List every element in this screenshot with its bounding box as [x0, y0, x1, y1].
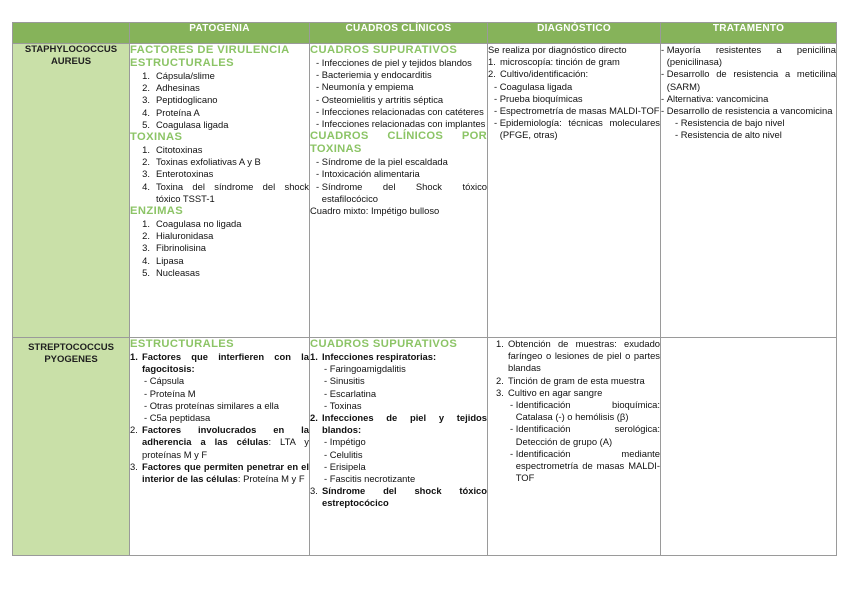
list-item: Peptidoglicano	[156, 94, 218, 106]
list-item: Celulitis	[329, 448, 363, 460]
list-item: Fibrinolisina	[156, 242, 207, 254]
list-item: Coagulasa ligada	[156, 118, 229, 130]
list-item: Infecciones relacionadas con catéteres	[321, 105, 484, 117]
list-item: Resistencia de bajo nivel	[680, 117, 785, 129]
list-item: Infecciones de piel y tejidos blandos:	[322, 412, 487, 436]
list-item: C5a peptidasa	[149, 412, 211, 424]
staph-diagnostico-cell: Se realiza por diagnóstico directo 1. microscopía: tinción de gram 2. Cultivo/identificación: - Coagulasa ligada - Prueba bioquímicas - Espectrometría de masas MALDI-TOF - Epidemiología: técnicas moleculares (PFGE, otras)	[488, 44, 661, 338]
list-item: Coagulasa ligada	[499, 80, 573, 92]
list-item: Cultivo en agar sangre	[508, 386, 603, 398]
list-item: Identificación mediante espectrometría de masas MALDI-TOF	[515, 447, 660, 484]
header-tratamiento: TRATAMENTO	[661, 23, 837, 44]
mixed-case-text: Cuadro mixto: Impétigo bulloso	[310, 205, 440, 217]
list-item: Identificación bioquímica: Catalasa (-) o hemólisis (β)	[515, 399, 660, 423]
diagnostico-intro: Se realiza por diagnóstico directo	[488, 44, 627, 55]
organism-staph: STAPHYLOCOCCUS AUREUS	[13, 44, 130, 338]
list-item: Otras proteínas similares a ella	[149, 399, 279, 411]
section-title: CUADROS SUPURATIVOS	[310, 338, 458, 350]
list-item: Resistencia de alto nivel	[680, 129, 782, 141]
header-empty-cell	[13, 23, 130, 44]
section-title: ENZIMAS	[130, 205, 184, 218]
list-item: Cápsula/slime	[156, 70, 215, 81]
section-title: TOXINAS	[130, 131, 183, 144]
section-title: ESTRUCTURALES	[130, 338, 235, 350]
list-item: Toxinas	[329, 399, 362, 411]
staph-patogenia-cell: FACTORES DE VIRULENCIA ESTRUCTURALES 1. Cápsula/slime 2. Adhesinas 3. Peptidoglicano 4. Proteína A 5. Coagulasa ligada TOXINAS 1. Citotoxinas 2. Toxinas exfoliativas A y B 3. Enterotoxinas 4. Toxina del síndrome del shock tóxico TSST-1 ENZIMAS 1. Coagulasa no ligada 2. Hialuronidasa 3. Fibrinolisina 4. Lipasa 5. Nucleasas	[130, 44, 310, 338]
list-item: Infecciones de piel y tejidos blandos	[321, 57, 472, 68]
header-row	[13, 23, 837, 44]
list-item: Enterotoxinas	[156, 168, 214, 180]
list-item: Obtención de muestras: exudado faríngeo o lesiones de piel o partes blandas	[508, 338, 660, 374]
list-item: Faringoamigdalitis	[329, 363, 406, 375]
list-item: Espectrometría de masas MALDI-TOF	[499, 105, 660, 117]
list-item: Lipasa	[156, 254, 184, 266]
section-title: CUADROS CLÍNICOS POR TOXINAS	[310, 130, 487, 156]
list-item: Osteomielitis y artritis séptica	[321, 93, 444, 105]
list-item: Proteína M	[149, 387, 196, 399]
list-item: Toxinas exfoliativas A y B	[156, 156, 261, 168]
list-item: Prueba bioquímicas	[499, 92, 583, 104]
header-cuadros-clinicos: CUADROS CLÍNICOS	[310, 23, 488, 44]
list-item: Síndrome de la piel escaldada	[321, 156, 448, 168]
list-item: Tinción de gram de esta muestra	[508, 374, 645, 386]
list-item: Alternativa: vancomicina	[666, 92, 769, 104]
list-item: Impétigo	[329, 436, 366, 448]
list-item: Desarrollo de resistencia a vancomicina	[666, 105, 833, 117]
staph-tratamiento-cell: - Mayoría resistentes a penicilina (penicilinasa) - Desarrollo de resistencia a meticilina (SARM) - Alternativa: vancomicina - Desarrollo de resistencia a vancomicina - Resistencia de bajo nivel - Resistencia de alto nivel	[661, 44, 837, 338]
organism-strep: STREPTOCOCCUS PYOGENES	[13, 338, 130, 556]
list-item-rest: : LTA y proteínas M y F	[142, 436, 309, 460]
header-patogenia: PATOGENIA	[130, 23, 310, 44]
list-item: Toxina del síndrome del shock tóxico TSST-1	[156, 180, 309, 204]
strep-clinicos-cell: CUADROS SUPURATIVOS 1. Infecciones respiratorias: - Faringoamigdalitis - Sinusitis - Escarlatina - Toxinas 2. Infecciones de piel y tejidos blandos: - Impétigo - Celulitis - Erisipela - Fascitis necrotizante 3. Síndrome del shock tóxico estreptocócico	[310, 338, 488, 556]
list-item: Epidemiología: técnicas moleculares (PFGE, otras)	[499, 117, 660, 141]
list-item: Sinusitis	[329, 375, 365, 387]
list-item: Cultivo/identificación:	[500, 68, 589, 80]
list-item: Neumonía y empiema	[321, 81, 414, 93]
list-item: Cápsula	[149, 375, 185, 387]
list-item-rest: : Proteína M y F	[237, 473, 305, 485]
list-item: Citotoxinas	[156, 144, 203, 156]
list-item: Coagulasa no ligada	[156, 218, 242, 230]
list-item-bold: Factores que permiten penetrar en el interior de las células	[142, 460, 309, 485]
section-title: FACTORES DE VIRULENCIA ESTRUCTURALES	[130, 44, 290, 69]
list-item: Fascitis necrotizante	[329, 473, 416, 485]
strep-patogenia-cell: ESTRUCTURALES 1. Factores que interfieren con la fagocitosis: - Cápsula - Proteína M - Otras proteínas similares a ella - C5a peptidasa 2. Factores involucrados en la adherencia a las células: LTA y proteínas M y F 3. Factores que permiten penetrar en el interior de las células: Proteína M y F	[130, 338, 310, 556]
list-item: Intoxicación alimentaria	[321, 168, 420, 180]
list-item: Escarlatina	[329, 387, 377, 399]
list-item: Hialuronidasa	[156, 230, 214, 242]
staph-clinicos-cell: CUADROS SUPURATIVOS - Infecciones de piel y tejidos blandos - Bacteriemia y endocarditis - Neumonía y empiema - Osteomielitis y artritis séptica - Infecciones relacionadas con catéteres - Infecciones relacionadas con implantes CUADROS CLÍNICOS POR TOXINAS - Síndrome de la piel escaldada - Intoxicación alimentaria - Síndrome del Shock tóxico estafilocócico Cuadro mixto: Impétigo bulloso	[310, 44, 488, 338]
list-item: Infecciones relacionadas con implantes	[321, 118, 486, 130]
table-row-strep	[13, 338, 837, 556]
summary-table	[12, 22, 837, 556]
list-item: Infecciones respiratorias:	[322, 351, 437, 362]
list-item: Proteína A	[156, 106, 200, 118]
list-item: Erisipela	[329, 460, 366, 472]
list-item: Bacteriemia y endocarditis	[321, 69, 432, 81]
strep-diagnostico-cell: 1. Obtención de muestras: exudado faríngeo o lesiones de piel o partes blandas 2. Tinción de gram de esta muestra 3. Cultivo en agar sangre - Identificación bioquímica: Catalasa (-) o hemólisis (β) - Identificación serológica: Detección de grupo (A) - Identificación mediante espectrometría de masas MALDI-TOF	[488, 338, 661, 556]
list-item: Nucleasas	[156, 266, 200, 278]
list-item: Factores que interfieren con la fagocitosis:	[142, 351, 309, 375]
list-item: Desarrollo de resistencia a meticilina (SARM)	[666, 68, 836, 92]
section-title: CUADROS SUPURATIVOS	[310, 44, 458, 56]
strep-tratamiento-cell	[661, 338, 837, 556]
list-item: Síndrome del shock tóxico estreptocócico	[322, 485, 487, 509]
list-item: microscopía: tinción de gram	[500, 56, 620, 68]
list-item: Mayoría resistentes a penicilina (penicilinasa)	[666, 44, 836, 68]
table-row-staph	[13, 44, 837, 338]
header-diagnostico: DIAGNÓSTICO	[488, 23, 661, 44]
list-item: Adhesinas	[156, 82, 200, 94]
list-item: Identificación serológica: Detección de grupo (A)	[515, 423, 660, 447]
list-item-bold: Factores involucrados en la adherencia a las células	[142, 424, 309, 448]
list-item: Síndrome del Shock tóxico estafilocócico	[321, 180, 487, 204]
